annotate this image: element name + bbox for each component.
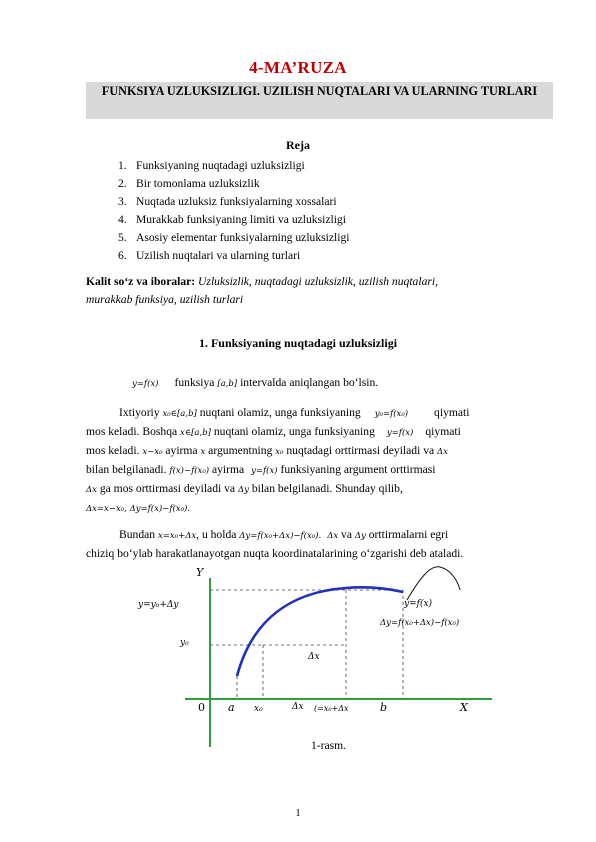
figure-caption: 1-rasm.	[310, 739, 347, 752]
y-axis-label: Y	[196, 566, 204, 579]
a-label: a	[228, 701, 235, 714]
dx-mid-label: Δx	[308, 652, 320, 662]
page-number: 1	[295, 808, 301, 819]
paragraph-conclusion: Bundan x=x₀+Δx, u holda Δy=f(x₀+Δx)−f(x₀). Δx va Δy orttirmalarni egri chiziq bo‘ylab harakatlanayotgan nuqta koordinatalarining o‘zgarishi deb ataladi.	[86, 528, 464, 560]
curve-label-pointer	[407, 567, 460, 600]
dx-bottom-label: Δx	[292, 702, 304, 712]
list-item: 3. Nuqtada uzluksiz funksiyalarning xossalari	[118, 195, 337, 208]
x-axis-label: X	[460, 701, 468, 714]
list-item: 2. Bir tomonlama uzluksizlik	[118, 177, 260, 190]
x-expression-label: (=x₀+Δx	[314, 704, 349, 713]
keywords-paragraph: Kalit so‘z va iboralar: Uzluksizlik, nuqtadagi uzluksizlik, uzilish nuqtalari, murakkab funksiya, uzilish turlari	[86, 275, 438, 306]
dy-label: Δy=f(x₀+Δx)−f(x₀)	[380, 618, 460, 628]
b-label: b	[380, 701, 388, 714]
list-item: 6. Uzilish nuqtalari va ularning turlari	[118, 249, 301, 262]
list-item: 4. Murakkab funksiyaning limiti va uzluksizligi	[118, 213, 346, 226]
paragraph-increments: Ixtiyoriy x₀∈[a,b] nuqtani olamiz, unga funksiyaning y₀=f(x₀) qiymati mos keladi. Boshqa x∈[a,b] nuqtani olamiz, unga funksiyaning y=f(x) qiymati mos keladi. x−x₀ ayirma x argumentning x₀ nuqtadagi orttirmasi deyiladi va Δx bilan belgilanadi. f(x)−f(x₀) ayirma y=f(x) funksiyaning argument orttirmasi Δx ga mos orttirmasi deyiladi va Δy bilan belgilanadi. Shunday qilib, Δx=x−x₀, Δy=f(x)−f(x₀).	[86, 406, 470, 514]
plan-heading: Reja	[286, 138, 310, 152]
section-title: 1. Funksiyaning nuqtadagi uzluksizligi	[198, 336, 398, 350]
list-item: 5. Asosiy elementar funksiyalarning uzluksizligi	[118, 231, 350, 244]
lecture-title: 4-MA’RUZA	[249, 58, 347, 77]
x0-label: x₀	[254, 704, 263, 714]
y0-label: y₀	[180, 638, 189, 648]
paragraph-definition: y=f(x) funksiya [a,b] intervalda aniqlangan bo‘lsin.	[132, 376, 379, 389]
keywords-label: Kalit so‘z va iboralar:	[86, 275, 196, 288]
topic-banner: FUNKSIYA UZLUKSIZLIGI. UZILISH NUQTALARI VA ULARNING TURLARI	[86, 82, 553, 119]
list-item: 1. Funksiyaning nuqtadagi uzluksizligi	[118, 159, 305, 172]
origin-label: 0	[198, 701, 205, 714]
function-curve	[237, 587, 403, 676]
curve-label: y=f(x)	[404, 599, 433, 609]
y-left-label: y=y₀+Δy	[138, 600, 179, 610]
